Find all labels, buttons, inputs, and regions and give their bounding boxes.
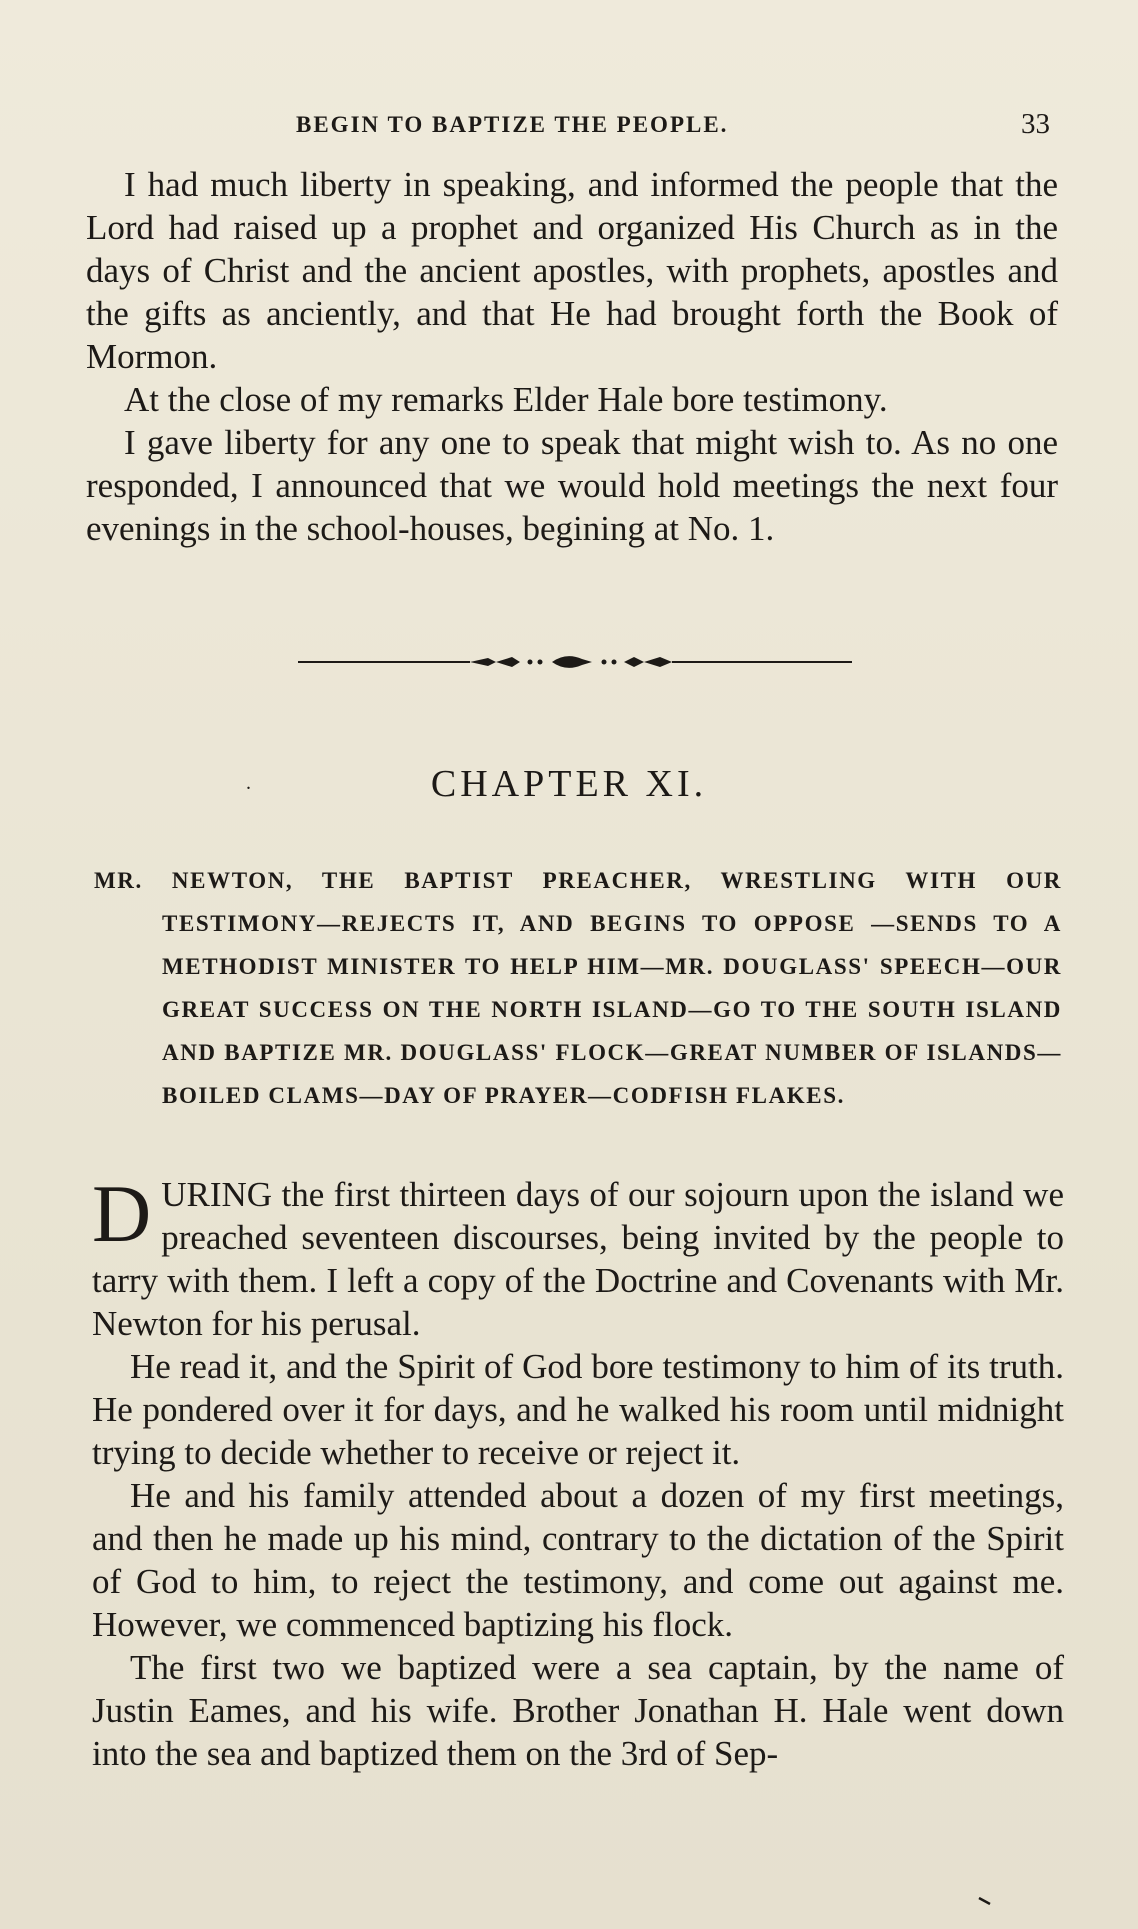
paragraph bbox=[92, 1168, 1064, 1345]
section-divider-ornament bbox=[0, 642, 1138, 682]
stray-ink-mark bbox=[978, 1897, 992, 1905]
paragraph: At the close of my remarks Elder Hale bore testimony. bbox=[124, 380, 888, 419]
paragraph: The first two we baptized were a sea captain, by the name of Justin Eames, and his wife. Brother Jonathan H. Hale went down into the sea and baptized them on the 3rd of Sep- bbox=[92, 1648, 1064, 1773]
chapter-title: CHAPTER XI. bbox=[430, 763, 708, 805]
drop-cap: D bbox=[92, 1168, 152, 1259]
chapter-body bbox=[92, 1168, 1064, 1775]
running-head-title: BEGIN TO BAPTIZE THE PEOPLE. bbox=[296, 112, 729, 137]
opening-text bbox=[86, 163, 1058, 550]
paragraph: He and his family attended about a dozen of my first meetings, and then he made up his mind, contrary to the dictation of the Spirit of God to him, to reject the testimony, and come out against me. However, we commenced baptizing his flock. bbox=[92, 1476, 1064, 1644]
paragraph: I had much liberty in speaking, and informed the people that the Lord had raised up a prophet and organized His Church as in the days of Christ and the ancient apostles, with prophets, apostles and the gifts as anciently, and that He had brought forth the Book of Mormon. bbox=[86, 165, 1058, 376]
stray-dot: . bbox=[246, 772, 251, 794]
chapter-synopsis bbox=[94, 859, 1062, 1117]
page-number: 33 bbox=[1021, 108, 1050, 140]
paragraph: I gave liberty for any one to speak that might wish to. As no one responded, I announced that we would hold meetings the next four evenings in the school-houses, begining at No. 1. bbox=[86, 423, 1058, 548]
paragraph: He read it, and the Spirit of God bore testimony to him of its truth. He pondered over it for days, and he walked his room until midnight trying to decide whether to receive or reject it. bbox=[92, 1347, 1064, 1472]
chapter-synopsis-text: MR. NEWTON, THE BAPTIST PREACHER, WRESTLING WITH OUR TESTIMONY—REJECTS IT, AND BEGINS TO OPPOSE —SENDS TO A METHODIST MINISTER TO HELP HIM—MR. DOUGLASS' SPEECH—OUR GREAT SUCCESS ON THE NORTH ISLAND—GO TO THE SOUTH ISLAND AND BAPTIZE MR. DOUGLASS' FLOCK—GREAT NUMBER OF ISLANDS—BOILED CLAMS—DAY OF PRAYER—CODFISH FLAKES. bbox=[94, 868, 1062, 1108]
paragraph-text: URING the first thirteen days of our sojourn upon the island we preached seventeen discourses, being invited by the people to tarry with them. I left a copy of the Doctrine and Covenants with Mr. Newton for his perusal. bbox=[92, 1175, 1064, 1343]
running-head bbox=[86, 106, 1058, 142]
